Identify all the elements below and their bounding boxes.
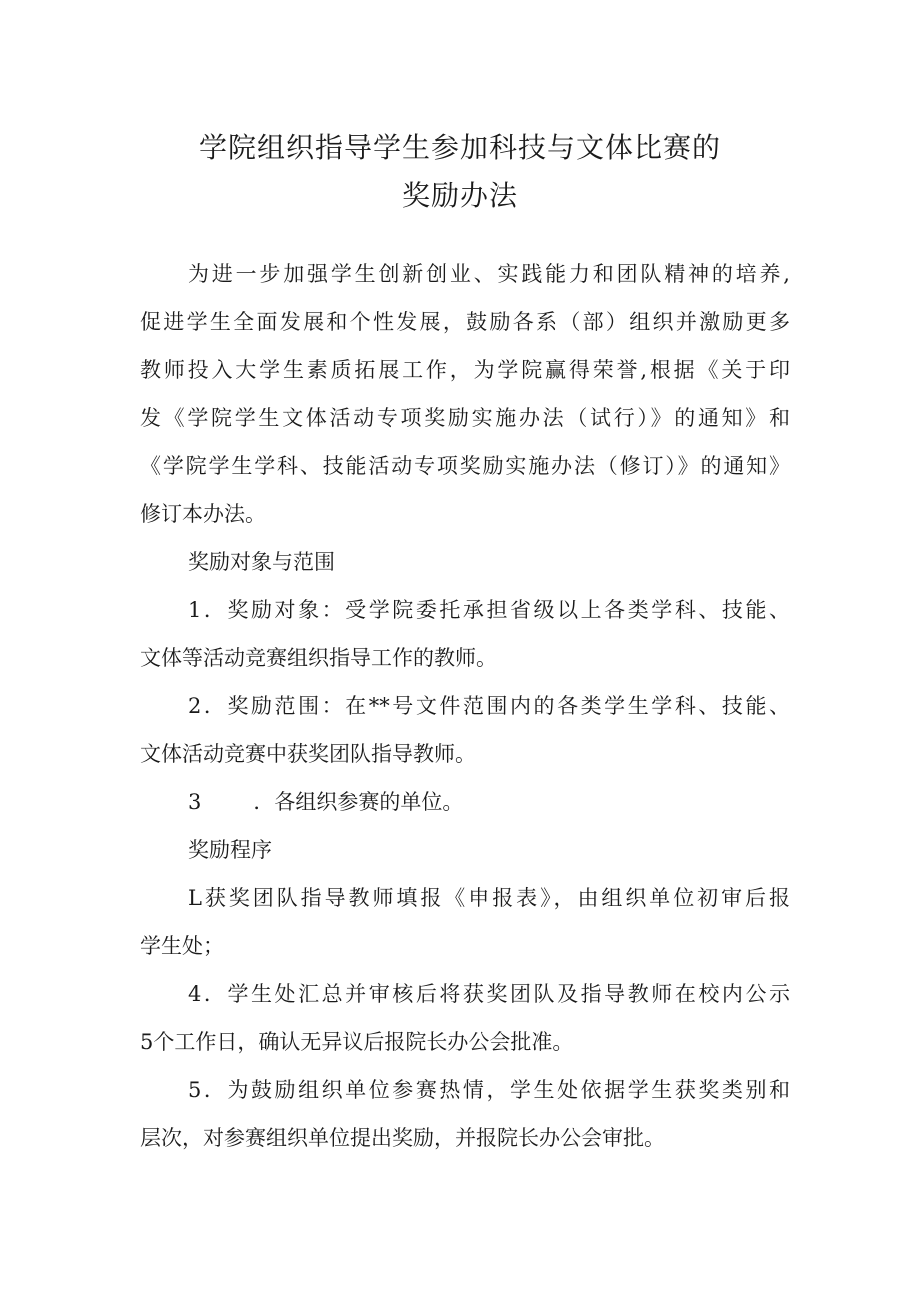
document-title-line-1: 学院组织指导学生参加科技与文体比赛的 — [198, 131, 721, 164]
item-3-text: ．各组织参赛的单位。 — [253, 790, 464, 814]
item-2-line-1: 2．奖励范围：在**号文件范围内的各类学生学科、技能、 — [188, 694, 790, 718]
item-2-line-2: 文体活动竞赛中获奖团队指导教师。 — [140, 742, 476, 766]
step-5-line-2: 层次，对参赛组织单位提出奖励，并报院长办公会审批。 — [140, 1126, 665, 1150]
intro-line-3: 教师投入大学生素质拓展工作，为学院赢得荣誉,根据《关于印 — [140, 358, 790, 382]
document-title-line-2: 奖励办法 — [401, 179, 518, 212]
item-1-line-2: 文体等活动竞赛组织指导工作的教师。 — [140, 646, 497, 670]
intro-line-2: 促进学生全面发展和个性发展，鼓励各系（部）组织并激励更多 — [140, 310, 790, 334]
document-body — [140, 250, 790, 1162]
intro-line-6: 修订本办法。 — [140, 502, 266, 526]
intro-line-1: 为进一步加强学生创新创业、实践能力和团队精神的培养, — [188, 262, 790, 286]
section-heading-procedure: 奖励程序 — [188, 838, 272, 862]
step-1-line-1: L获奖团队指导教师填报《申报表》，由组织单位初审后报 — [188, 886, 790, 910]
item-3 — [140, 778, 790, 826]
item-3-number: 3 — [188, 790, 202, 814]
intro-line-4: 发《学院学生文体活动专项奖励实施办法（试行）》的通知》和 — [140, 406, 790, 430]
intro-line-5: 《学院学生学科、技能活动专项奖励实施办法（修订）》的通知》 — [140, 454, 790, 478]
step-1-line-2: 学生处； — [140, 934, 224, 958]
step-4-line-2: 5个工作日，确认无异议后报院长办公会批准。 — [140, 1030, 574, 1054]
step-4-line-1: 4．学生处汇总并审核后将获奖团队及指导教师在校内公示 — [188, 982, 790, 1006]
item-1-line-1: 1．奖励对象：受学院委托承担省级以上各类学科、技能、 — [188, 598, 790, 622]
section-heading-scope: 奖励对象与范围 — [188, 550, 335, 574]
step-5-line-1: 5．为鼓励组织单位参赛热情，学生处依据学生获奖类别和 — [188, 1078, 790, 1102]
